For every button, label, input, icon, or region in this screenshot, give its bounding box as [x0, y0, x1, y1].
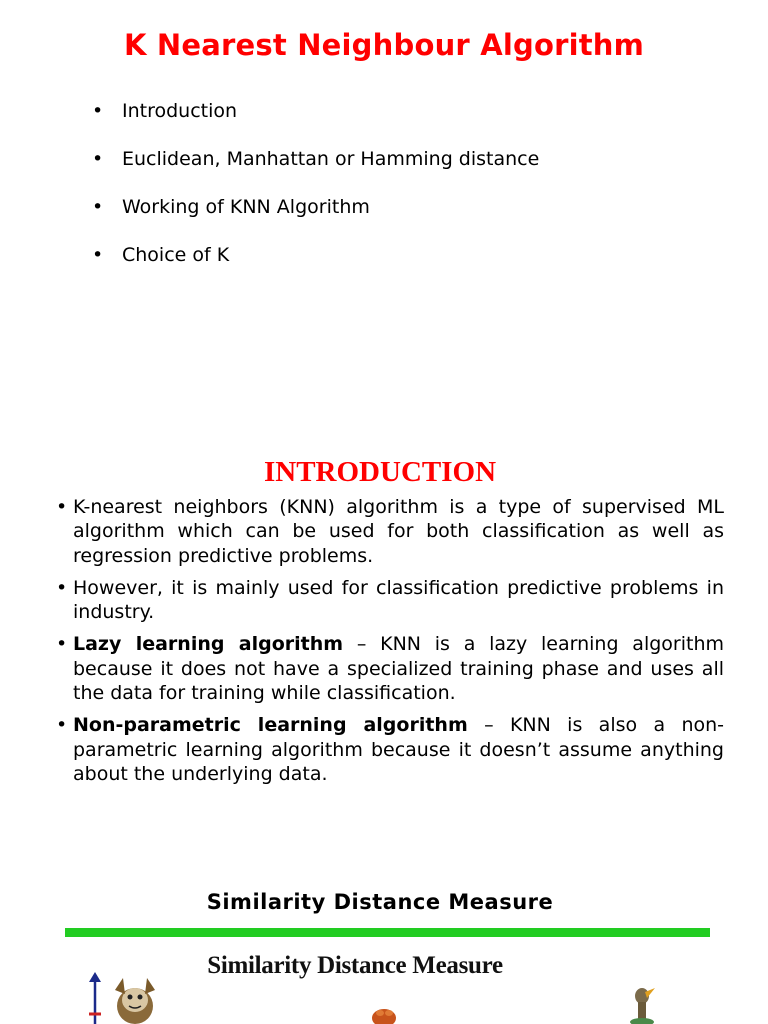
intro-point [56, 713, 724, 786]
slide-agenda [0, 0, 768, 420]
agenda-item-text: Working of KNN Algorithm [122, 196, 370, 218]
cartoon-character-icon [370, 1004, 398, 1024]
bullet-icon: • [56, 633, 68, 656]
bullet-icon: • [56, 496, 68, 518]
agenda-item-text: Introduction [122, 100, 238, 122]
bullet-icon: • [92, 196, 104, 218]
intro-point [56, 632, 724, 705]
intro-list [56, 495, 724, 794]
intro-point [56, 495, 724, 568]
cartoon-character-icon [109, 970, 161, 1024]
slide-similarity [0, 880, 768, 1024]
agenda-item [92, 144, 539, 192]
slide-title: Similarity Distance Measure [206, 890, 554, 914]
embedded-slide-image [65, 940, 710, 1024]
bullet-icon: • [92, 100, 104, 122]
axis-arrow-icon [88, 972, 102, 1024]
agenda-item [92, 96, 539, 144]
bullet-icon: • [92, 148, 104, 170]
bullet-icon: • [56, 576, 68, 599]
agenda-item [92, 240, 539, 288]
cartoon-character-icon [625, 984, 659, 1024]
intro-point-text: – KNN is a lazy learning algorithm because it does not have a specialized training phase and uses all the data for training while classification. [73, 633, 724, 705]
embedded-heading: Similarity Distance Measure [207, 952, 503, 979]
intro-point-bold: Non-parametric learning algorithm [73, 714, 468, 737]
slide-introduction [0, 440, 768, 840]
intro-point-text: However, it is mainly used for classification predictive problems in industry. [73, 576, 724, 624]
agenda-item-text: Euclidean, Manhattan or Hamming distance [122, 148, 540, 170]
slide-title: INTRODUCTION [263, 456, 497, 488]
bullet-icon: • [92, 244, 104, 266]
agenda-item [92, 192, 539, 240]
intro-point-bold: Lazy learning algorithm [73, 633, 344, 656]
intro-point [56, 576, 724, 625]
agenda-list [92, 96, 539, 288]
accent-rule [65, 928, 710, 937]
slide-title: K Nearest Neighbour Algorithm [123, 28, 645, 62]
intro-point-text: – KNN is also a non-parametric learning algorithm because it doesn’t assume anything about the underlying data. [73, 714, 725, 785]
agenda-item-text: Choice of K [122, 244, 230, 266]
bullet-icon: • [56, 714, 68, 737]
intro-point-text: K-nearest neighbors (KNN) algorithm is a type of supervised ML algorithm which can be used for both classification as well as regression predictive problems. [73, 496, 724, 567]
